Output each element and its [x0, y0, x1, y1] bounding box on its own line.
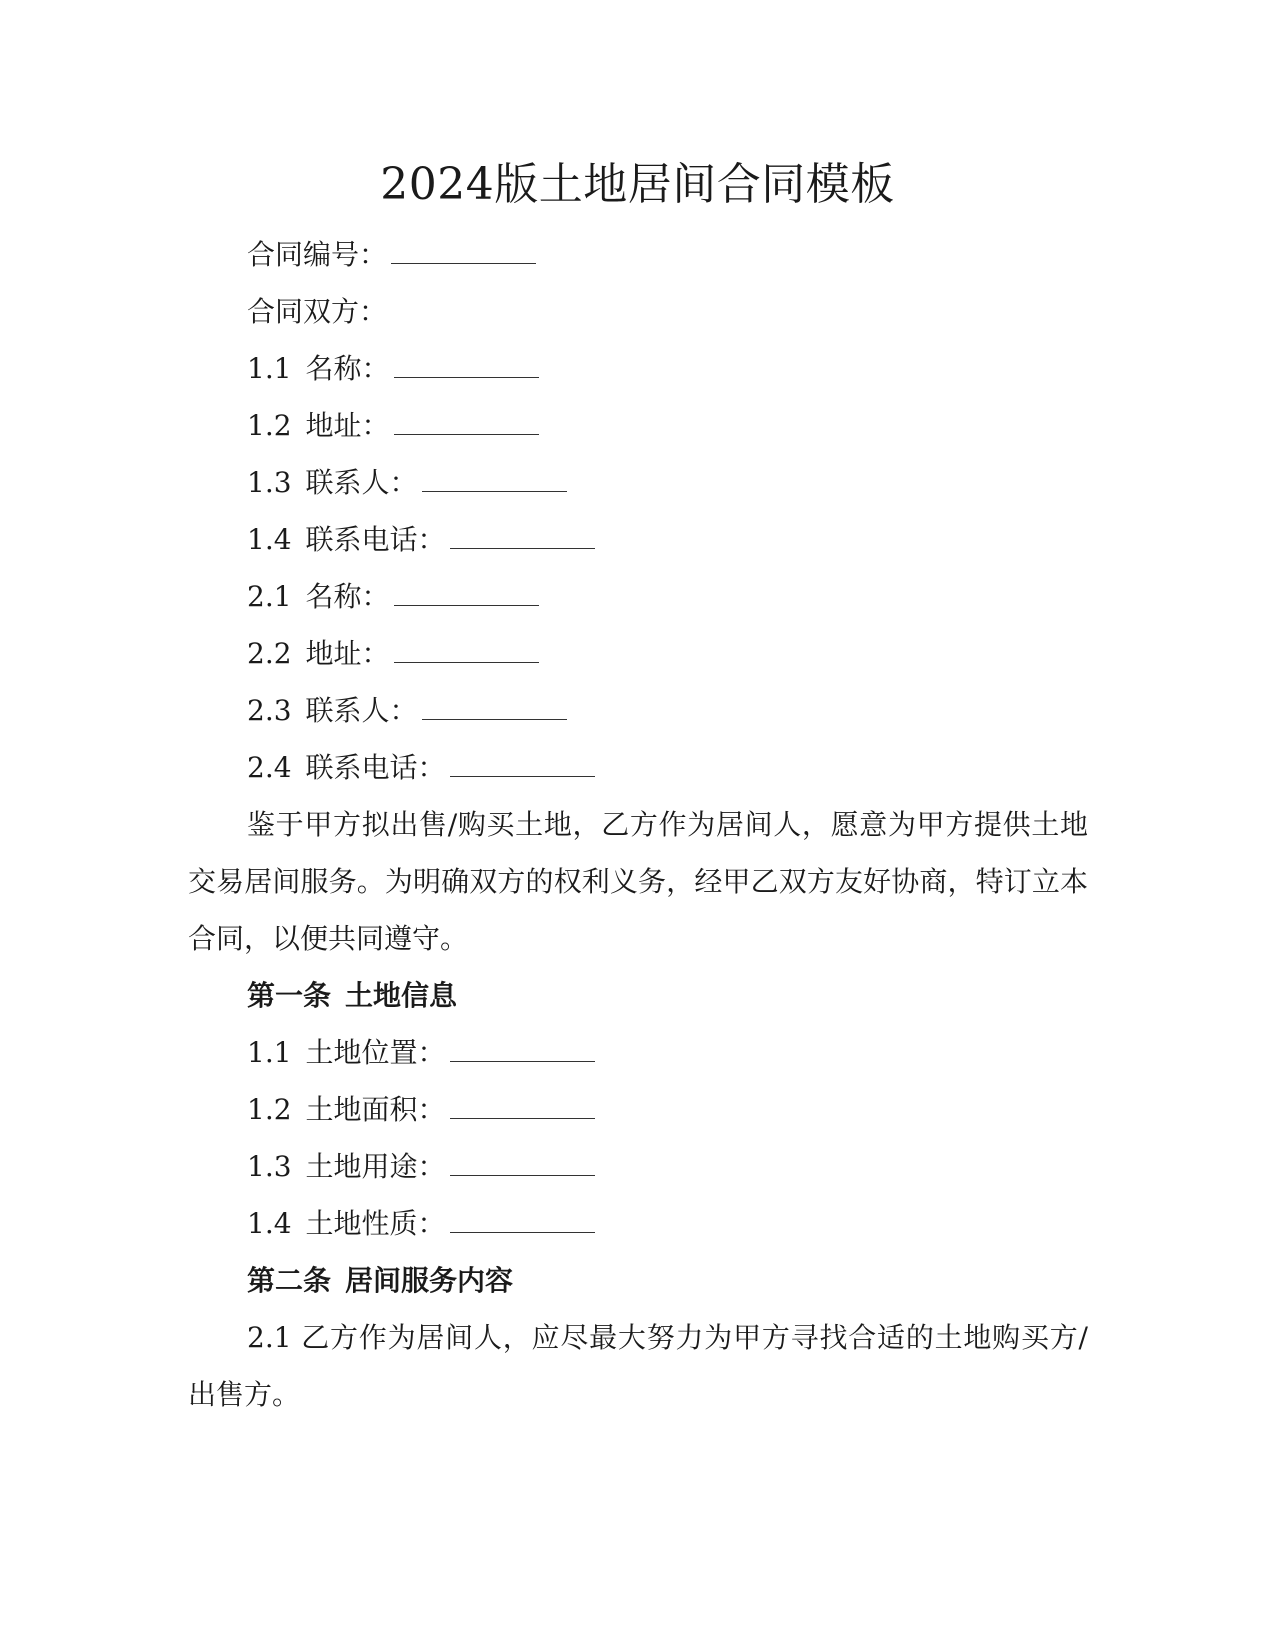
land-nature-field [188, 1195, 1088, 1252]
party-a-address-blank[interactable] [394, 412, 539, 435]
field-label: 土地位置： [305, 1036, 446, 1069]
field-label: 土地性质： [305, 1207, 446, 1240]
item-number: 1.1 [247, 1036, 292, 1069]
land-area-blank[interactable] [450, 1096, 595, 1119]
contract-number-field [188, 226, 1088, 283]
field-label: 联系电话： [305, 523, 446, 556]
article-2-heading [188, 1252, 1088, 1309]
item-number: 2.1 [247, 580, 292, 613]
field-label: 名称： [305, 580, 390, 613]
party-a-contact-field [188, 454, 1088, 511]
party-b-address-blank[interactable] [394, 640, 539, 663]
party-b-phone-field [188, 739, 1088, 796]
party-b-name-blank[interactable] [394, 583, 539, 606]
contract-parties-text: 合同双方： [247, 295, 388, 328]
item-number: 1.4 [247, 1207, 292, 1240]
party-b-phone-blank[interactable] [450, 754, 595, 777]
party-b-contact-field [188, 682, 1088, 739]
item-number: 2.3 [247, 694, 292, 727]
article-1-heading [188, 967, 1088, 1024]
contract-parties-label [188, 283, 1088, 340]
contract-number-blank[interactable] [391, 241, 536, 264]
field-label: 地址： [305, 637, 390, 670]
item-number: 2.4 [247, 751, 292, 784]
field-label: 联系人： [305, 466, 418, 499]
document-title: 2024版土地居间合同模板 [380, 159, 895, 210]
field-label: 土地面积： [305, 1093, 446, 1126]
land-use-blank[interactable] [450, 1153, 595, 1176]
land-area-field [188, 1081, 1088, 1138]
party-a-phone-field [188, 511, 1088, 568]
item-number: 2.2 [247, 637, 292, 670]
preamble-paragraph: 鉴于甲方拟出售/购买土地，乙方作为居间人，愿意为甲方提供土地交易居间服务。为明确双方的权利义务，经甲乙双方友好协商，特订立本合同，以便共同遵守。 [188, 808, 1088, 955]
party-b-contact-blank[interactable] [422, 697, 567, 720]
article-2-title: 居间服务内容 [345, 1264, 514, 1297]
land-use-field [188, 1138, 1088, 1195]
item-number: 1.2 [247, 409, 292, 442]
contract-number-label: 合同编号： [247, 238, 388, 271]
land-location-field [188, 1024, 1088, 1081]
document-body [188, 226, 1088, 1423]
item-number: 1.4 [247, 523, 292, 556]
party-a-name-field [188, 340, 1088, 397]
field-label: 联系电话： [305, 751, 446, 784]
field-label: 名称： [305, 352, 390, 385]
item-number: 1.3 [247, 466, 292, 499]
party-a-phone-blank[interactable] [450, 526, 595, 549]
party-a-contact-blank[interactable] [422, 469, 567, 492]
item-number: 1.2 [247, 1093, 292, 1126]
field-label: 土地用途： [305, 1150, 446, 1183]
party-b-address-field [188, 625, 1088, 682]
field-label: 联系人： [305, 694, 418, 727]
field-label: 地址： [305, 409, 390, 442]
party-a-name-blank[interactable] [394, 355, 539, 378]
party-a-address-field [188, 397, 1088, 454]
article-1-title: 土地信息 [345, 979, 458, 1012]
party-b-name-field [188, 568, 1088, 625]
item-number: 1.3 [247, 1150, 292, 1183]
article-1-number: 第一条 [247, 979, 332, 1012]
land-location-blank[interactable] [450, 1039, 595, 1062]
article-2-number: 第二条 [247, 1264, 332, 1297]
land-nature-blank[interactable] [450, 1210, 595, 1233]
clause-2-1-paragraph: 2.1 乙方作为居间人，应尽最大努力为甲方寻找合适的土地购买方/出售方。 [188, 1321, 1088, 1411]
item-number: 1.1 [247, 352, 292, 385]
